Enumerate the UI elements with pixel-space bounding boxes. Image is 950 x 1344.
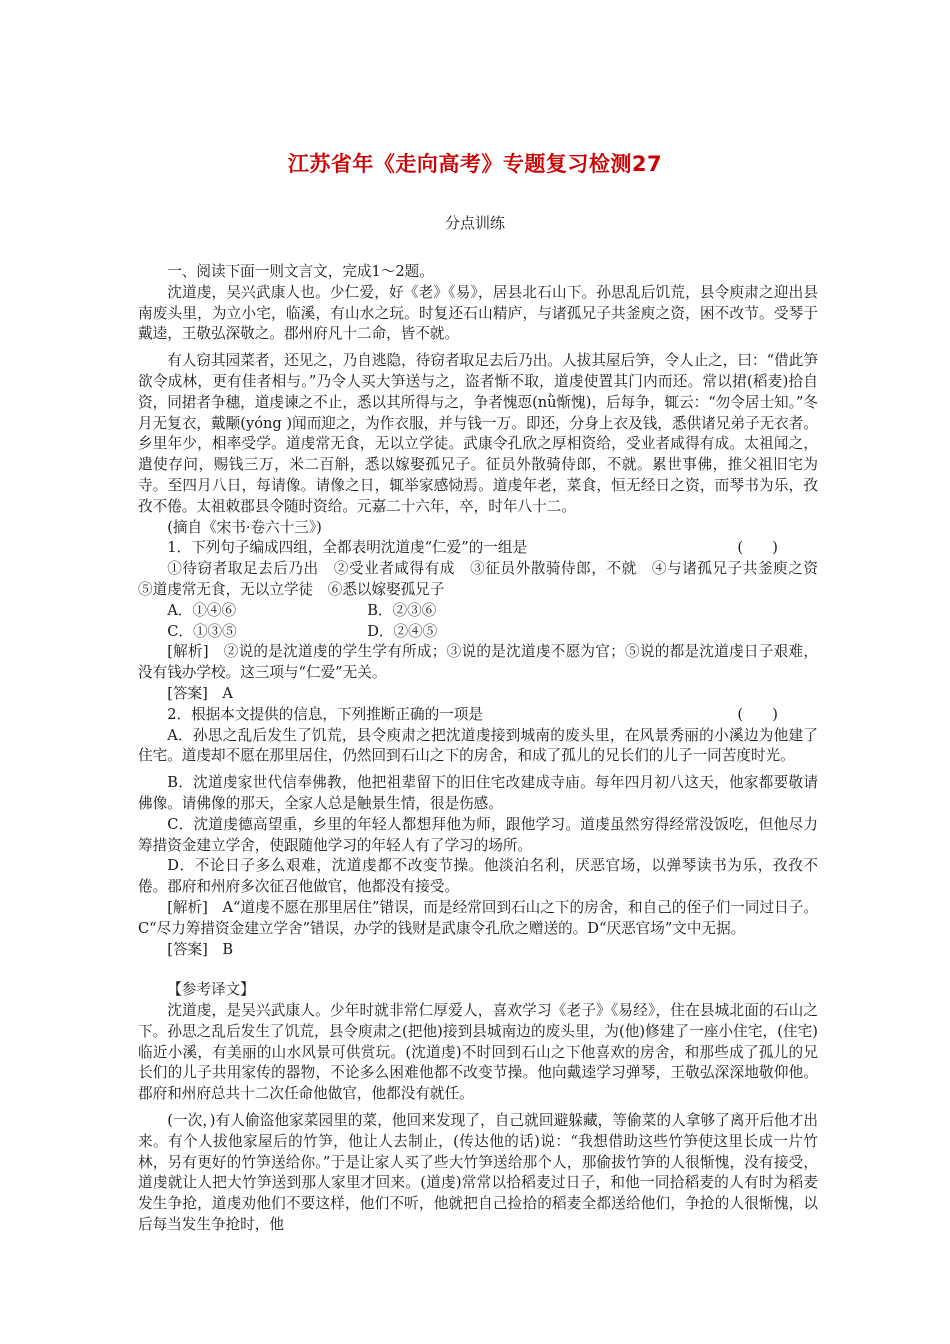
passage-paragraph-2: 有人窃其园菜者，还见之，乃自逃隐，待窃者取足去后乃出。人拔其屋后笋，令人止之，曰：“借此笋欲令成林，更有佳者相与。”乃令人买大笋送与之，盗者惭不取，道虔使置其门内而还。常以捃(稻麦)拾自资，同捃者争穗，道虔谏之不止，悉以其所得与之，争者愧恧(nǜ惭愧)，后每争，辄云：“勿令居士知。”冬月无复衣，戴颙(yóng )闻而迎之，为作衣服，并与钱一万。即还，分身上衣及钱，悉供诸兄弟子无衣者。乡里年少，相率受学。道虔常无食，无以立学徒。武康令孔欣之厚相资给，受业者咸得有成。太祖闻之，遣使存问，赐钱三万，米二百斛，悉以嫁娶孤兄子。征员外散骑侍郎，不就。累世事佛，推父祖旧宅为寺。至四月八日，每请像。请像之日，辄举家感恸焉。道虔年老，菜食，恒无经日之资，而琴书为乐，孜孜不倦。太祖敕郡县令随时资给。元嘉二十六年，卒，时年八十二。 [138,352,818,515]
question-2-answer: [答案] B [167,940,234,958]
question-2-option-c: C．沈道虔德高望重，乡里的年轻人都想拜他为师，跟他学习。道虔虽然穷得经常没饭吃，但他尽力筹措资金建立学舍，使跟随他学习的年轻人有了学习的场所。 [138,815,818,854]
question-2-text: 2．根据本文提供的信息，下列推断正确的一项是 [167,705,483,723]
question-2-answer-blank: ( ) [737,705,778,723]
question-1-answer-blank: ( ) [737,539,778,557]
question-1-option-d: D．②④⑤ [367,622,438,640]
page-title: 江苏省年《走向高考》专题复习检测27 [287,152,663,176]
question-1-option-b: B．②③⑥ [367,601,437,619]
section-intro: 一、阅读下面一则文言文，完成1～2题。 [167,263,434,280]
question-1-items: ①待窃者取足去后乃出 ②受业者咸得有成 ③征员外散骑侍郎，不就 ④与诸孤兄子共釜庾之资 ⑤道虔常无食，无以立学徒 ⑥悉以嫁娶孤兄子 [138,560,833,598]
question-1-text: 1．下列句子编成四组，全都表明沈道虔“仁爱”的一组是 [167,539,528,557]
document-body [138,262,833,1236]
question-1-answer: [答案] A [167,684,233,702]
translation-paragraph-2: (一次，)有人偷盗他家菜园里的菜，他回来发现了，自己就回避躲藏，等偷菜的人拿够了离开后他才出来。有个人拔他家屋后的竹笋，他让人去制止，(传达他的话)说：“我想借助这些竹笋使这里长成一片竹林，另有更好的竹笋送给你。”于是让家人买了些大竹笋送给那个人，那偷拔竹笋的人很惭愧，没有接受，道虔就让人把大竹笋送到那人家里才回来。(道虔)常常以拾稻麦过日子，和他一同拾稻麦的人有时为稻麦发生争抢，道虔劝他们不要这样，他们不听，他就把自己捡拾的稻麦全都送给他们，争抢的人很惭愧，以后每当发生争抢时，他 [138,1112,818,1234]
page-subtitle: 分点训练 [444,214,505,232]
translation-heading: 【参考译文】 [167,981,255,999]
question-1-option-a: A．①④⑥ [167,601,237,619]
question-1-stem [138,538,818,559]
question-1-option-c: C．①③⑤ [167,622,237,640]
passage-source: (摘自《宋书·卷六十三》) [167,518,322,536]
question-1-options-row-2 [138,622,818,643]
question-1-analysis: [解析] ②说的是沈道虔的学生学有所成；③说的是沈道虔不愿为官；⑤说的都是沈道虔日子艰难，没有钱办学校。这三项与“仁爱”无关。 [138,643,818,682]
question-2-option-d: D．不论日子多么艰难，沈道虔都不改变节操。他淡泊名利，厌恶官场，以弹琴读书为乐，孜孜不倦。郡府和州府多次征召他做官，他都没有接受。 [138,857,818,896]
question-2-analysis: [解析] A“道虔不愿在那里居住”错误，而是经常回到石山之下的房舍，和自己的侄子们一同过日子。C“尽力筹措资金建立学舍”错误，办学的钱财是武康令孔欣之赠送的。D“厌恶官场”文中无据。 [138,898,818,937]
question-2-option-a: A．孙思之乱后发生了饥荒，县令庾肃之把沈道虔接到城南的废头里，在风景秀丽的小溪边为他建了住宅。道虔却不愿在那里居住，仍然回到石山之下的房舍，和成了孤儿的兄长们的儿子一同苦度时光。 [138,726,818,765]
question-1-options-row-1 [138,601,818,622]
passage-paragraph-1: 沈道虔，吴兴武康人也。少仁爱，好《老》《易》，居县北石山下。孙思乱后饥荒，县令庾肃之迎出县南废头里，为立小宅，临溪，有山水之玩。时复还石山精庐，与诸孤兄子共釜庾之资，困不改节。受琴于戴逵，王敬弘深敬之。郡州府凡十二命，皆不就。 [138,283,818,343]
question-2-option-b: B．沈道虔家世代信奉佛教，他把祖辈留下的旧住宅改建成寺庙。每年四月初八这天，他家都要敬请佛像。请佛像的那天，全家人总是触景生情，很是伤感。 [138,774,818,812]
translation-paragraph-1: 沈道虔，是吴兴武康人。少年时就非常仁厚爱人，喜欢学习《老子》《易经》，住在县城北面的石山之下。孙思之乱后发生了饥荒，县令庾肃之(把他)接到县城南边的废头里，为(他)修建了一座小住宅，(住宅)临近小溪，有美丽的山水风景可供赏玩。(沈道虔)不时回到石山之下他喜欢的房舍，和那些成了孤儿的兄长们的儿子共用家传的器物，不论多么困难他都不改变节操。他向戴逵学习弹琴，王敬弘深深地敬仰他。郡府和州府总共十二次任命他做官，他都没有就任。 [138,1002,818,1103]
question-2-stem [138,705,818,726]
